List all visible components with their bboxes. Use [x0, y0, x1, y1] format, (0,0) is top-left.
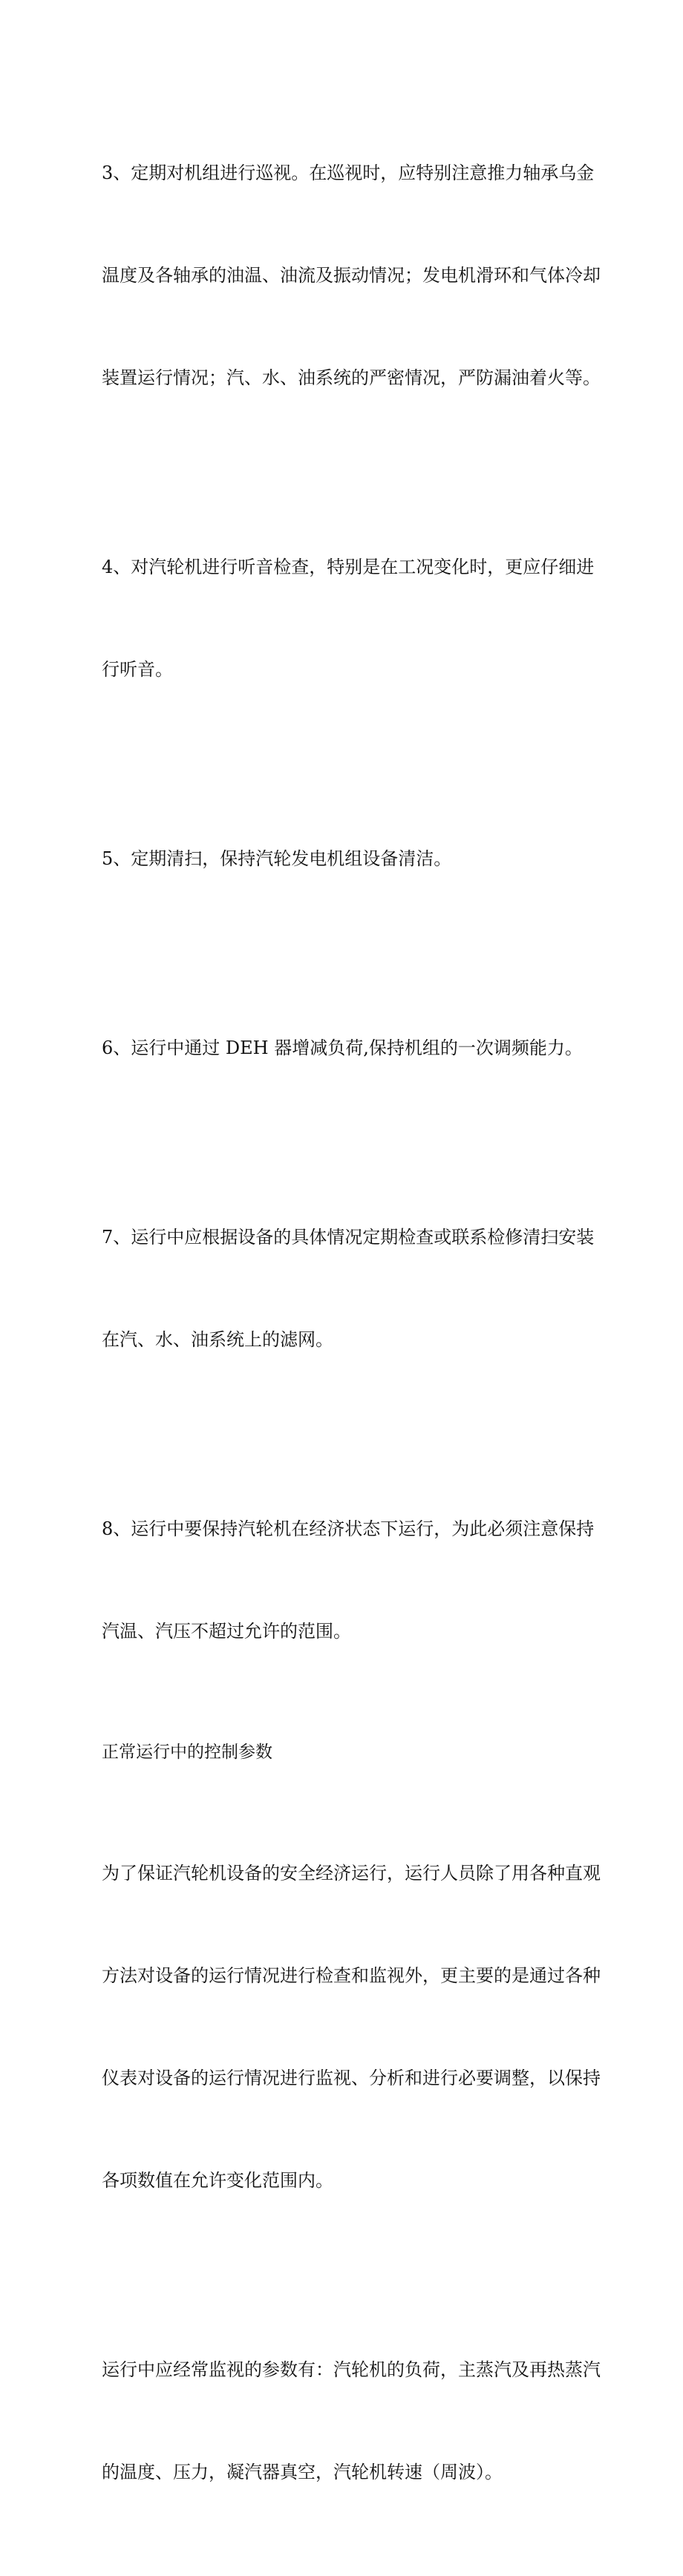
text-line: 在汽、水、油系统上的滤网。: [102, 1329, 333, 1350]
text-line: 汽温、汽压不超过允许的范围。: [102, 1621, 351, 1642]
paragraph-item-7: [102, 1152, 595, 1425]
paragraph-item-5: [102, 773, 592, 944]
text-line: 6、运行中通过 DEH 器增减负荷,保持机组的一次调频能力。: [102, 1038, 583, 1058]
text-line: 行听音。: [102, 659, 173, 680]
paragraph-item-3: [102, 88, 601, 463]
text-line: 运行中应经常监视的参数有：汽轮机的负荷，主蒸汽及再热蒸汽: [102, 2359, 601, 2380]
paragraph-item-4: [102, 482, 595, 755]
text-line: 7、运行中应根据设备的具体情况定期检查或联系检修清扫安装: [102, 1227, 595, 1248]
section-heading: 正常运行中的控制参数: [102, 1743, 272, 1762]
text-line: 仪表对设备的运行情况进行监视、分析和进行必要调整，以保持: [102, 2068, 601, 2088]
text-line: 8、运行中要保持汽轮机在经济状态下运行，为此必须注意保持: [102, 1518, 595, 1539]
paragraph-item-6: [102, 963, 592, 1133]
text-line: 方法对设备的运行情况进行检查和监视外，更主要的是通过各种: [102, 1965, 601, 1986]
section-paragraph-parameters: [102, 2284, 601, 2557]
text-line: 为了保证汽轮机设备的安全经济运行，运行人员除了用各种直观: [102, 1863, 601, 1884]
text-line: 装置运行情况；汽、水、油系统的严密情况，严防漏油着火等。: [102, 367, 601, 388]
text-line: 4、对汽轮机进行听音检查，特别是在工况变化时，更应仔细进: [102, 557, 595, 577]
text-line: 温度及各轴承的油温、油流及振动情况；发电机滑环和气体冷却: [102, 265, 601, 286]
text-line: 3、定期对机组进行巡视。在巡视时，应特别注意推力轴承乌金: [102, 163, 595, 183]
paragraph-item-8: [102, 1443, 595, 1717]
document-body: [102, 88, 601, 2576]
text-line: 5、定期清扫，保持汽轮发电机组设备清洁。: [102, 848, 452, 869]
text-line: 的温度、压力，凝汽器真空，汽轮机转速（周波）。: [102, 2462, 503, 2482]
section-paragraph-intro: [102, 1788, 601, 2266]
text-line: 各项数值在允许变化范围内。: [102, 2170, 333, 2191]
